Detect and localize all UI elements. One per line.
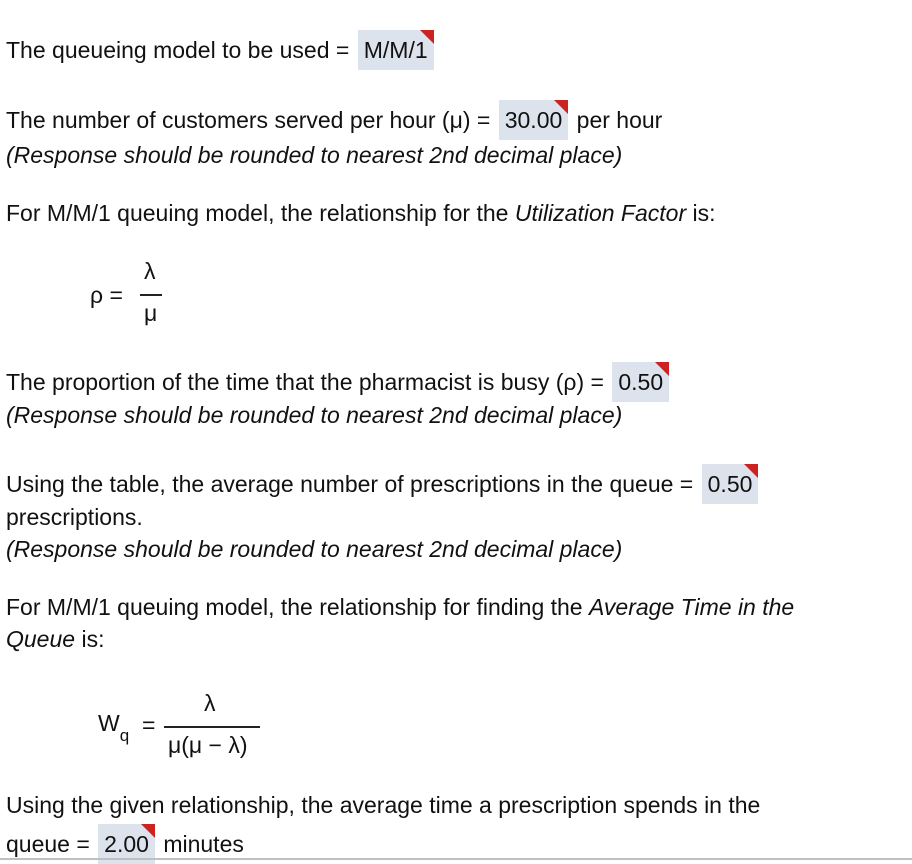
wait-intro-emphasis-1: Average Time in the <box>589 594 795 620</box>
wait-formula-lhs-sub: q <box>119 725 130 745</box>
service-rate-label: The number of customers served per hour (μ) = <box>6 107 491 133</box>
queue-length-rounding-note: (Response should be rounded to nearest 2nd decimal place) <box>6 536 623 562</box>
queue-length-answer-field[interactable]: 0.50 <box>702 464 759 504</box>
utilization-intro-suffix: is: <box>686 200 716 226</box>
service-rate-answer-field[interactable]: 30.00 <box>499 100 569 140</box>
wait-intro-emphasis-2: Queue <box>6 626 76 652</box>
wait-formula <box>0 0 300 780</box>
busy-rounding-note: (Response should be rounded to nearest 2nd decimal place) <box>6 402 623 428</box>
wait-formula-bar <box>164 726 260 728</box>
queue-length-continuation: prescriptions. <box>6 504 143 530</box>
wait-formula-equals: = <box>142 712 156 738</box>
wait-intro-suffix: is: <box>75 626 105 652</box>
busy-label: The proportion of the time that the pharmacist is busy (ρ) = <box>6 369 604 395</box>
utilization-formula-denominator: μ <box>144 300 158 326</box>
busy-answer-field[interactable]: 0.50 <box>612 362 669 402</box>
service-rate-rounding-note: (Response should be rounded to nearest 2nd decimal place) <box>6 142 623 168</box>
model-label: The queueing model to be used = <box>6 37 350 63</box>
utilization-intro-emphasis: Utilization Factor <box>514 200 687 226</box>
wait-time-answer-field[interactable]: 2.00 <box>98 824 155 864</box>
wait-formula-denominator: μ(μ − λ) <box>168 732 248 758</box>
wait-time-line-1: Using the given relationship, the average time a prescription spends in the <box>6 792 761 818</box>
service-rate-unit: per hour <box>576 107 663 133</box>
queue-length-label: Using the table, the average number of prescriptions in the queue = <box>6 471 694 497</box>
wait-formula-lhs-main: W <box>98 710 120 736</box>
wait-formula-numerator: λ <box>204 690 216 716</box>
utilization-formula-numerator: λ <box>144 258 156 284</box>
wait-time-label: queue = <box>6 831 90 857</box>
utilization-intro-prefix: For M/M/1 queuing model, the relationship for the <box>6 200 515 226</box>
utilization-formula-lhs: ρ = <box>90 282 123 308</box>
wait-time-unit: minutes <box>163 831 244 857</box>
model-answer-field[interactable]: M/M/1 <box>358 30 434 70</box>
wait-formula-lhs <box>98 710 130 745</box>
wait-intro-prefix: For M/M/1 queuing model, the relationship for finding the <box>6 594 589 620</box>
